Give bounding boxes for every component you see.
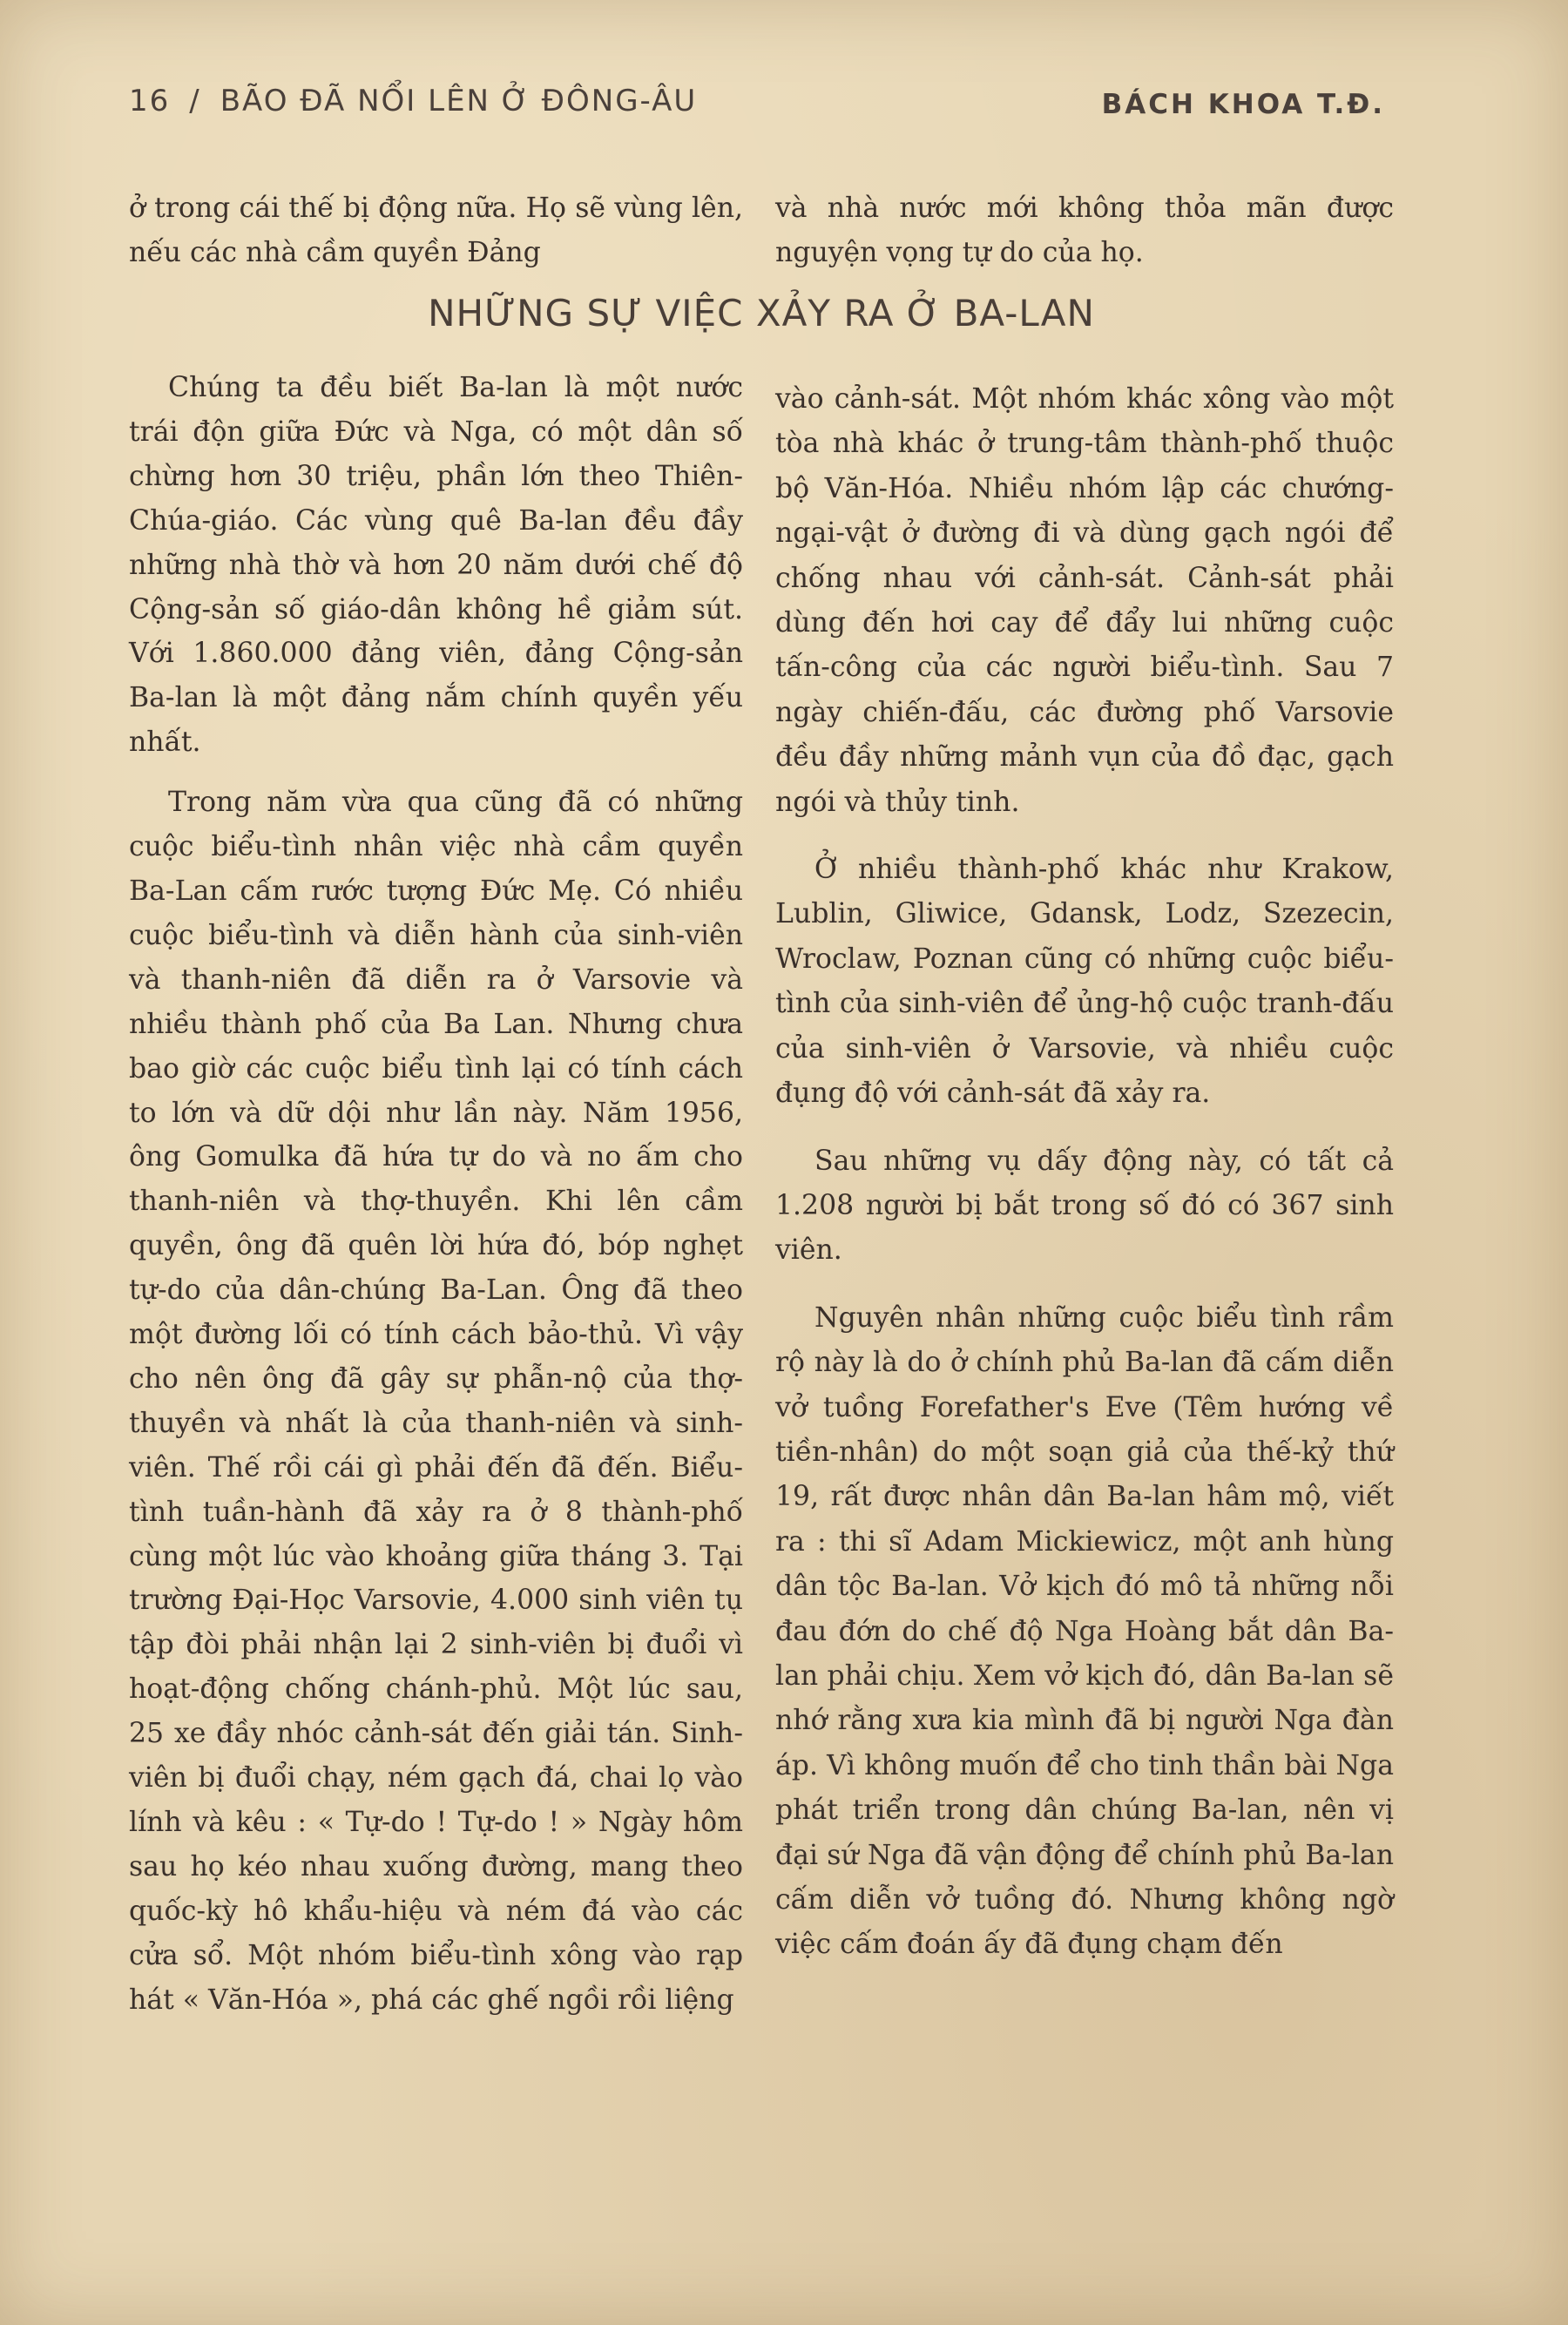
paragraph: Nguyên nhân những cuộc biểu tình rầm rộ này là do ở chính phủ Ba-lan đã cấm diễn vở tuồng Forefather's Eve (Têm hướng về tiền-nhân) do một soạn giả của thế-kỷ thứ 19, rất được nhân dân Ba-lan hâm mộ, viết ra : thi sĩ Adam Mickiewicz, một anh hùng dân tộc Ba-lan. Vở kịch đó mô tả những nỗi đau đớn do chế độ Nga Hoàng bắt dân Ba-lan phải chịu. Xem vở kịch đó, dân Ba-lan sẽ nhớ rằng xưa kia mình đã bị người Nga đàn áp. Vì không muốn để cho tinh thần bài Nga phát triển trong dân chúng Ba-lan, nên vị đại sứ Nga đã vận động để chính phủ Ba-lan cấm diễn vở tuồng đó. Nhưng không ngờ việc cấm đoán ấy đã đụng chạm đến: [775, 1301, 1394, 1961]
publication-name: BÁCH KHOA T.Đ.: [1101, 89, 1385, 120]
paragraph: Trong năm vừa qua cũng đã có những cuộc biểu-tình nhân việc nhà cầm quyền Ba-Lan cấm rước tượng Đức Mẹ. Có nhiều cuộc biểu-tình và diễn hành của sinh-viên và thanh-niên đã diễn ra ở Varsovie và nhiều thành phố của Ba Lan. Nhưng chưa bao giờ các cuộc biểu tình lại có tính cách to lớn và dữ dội như lần này. Năm 1956, ông Gomulka đã hứa tự do và no ấm cho thanh-niên và thợ-thuyền. Khi lên cầm quyền, ông đã quên lời hứa đó, bóp nghẹt tự-do của dân-chúng Ba-Lan. Ông đã theo một đường lối có tính cách bảo-thủ. Vì vậy cho nên ông đã gây sự phẫn-nộ của thợ-thuyền và nhất là của thanh-niên và sinh-viên. Thế rồi cái gì phải đến đã đến. Biểu-tình tuần-hành đã xảy ra ở 8 thành-phố cùng một lúc vào khoảng giữa tháng 3. Tại trường Đại-Học Varsovie, 4.000 sinh viên tụ tập đòi phải nhận lại 2 sinh-viên bị đuổi vì hoạt-động chống chánh-phủ. Một lúc sau, 25 xe đầy nhóc cảnh-sát đến giải tán. Sinh-viên bị đuổi chạy, ném gạch đá, chai lọ vào lính và kêu : « Tự-do ! Tự-do ! » Ngày hôm sau họ kéo nhau xuống đường, mang theo quốc-kỳ hô khẩu-hiệu và ném đá vào các cửa sổ. Một nhóm biểu-tình xông vào rạp hát « Văn-Hóa », phá các ghế ngồi rồi liệng: [129, 787, 743, 2016]
paragraph: Chúng ta đều biết Ba-lan là một nước trái độn giữa Đức và Nga, có một dân số chừng hơn 30 triệu, phần lớn theo Thiên-Chúa-giáo. Các vùng quê Ba-lan đều đầy những nhà thờ và hơn 20 năm dưới chế độ Cộng-sản số giáo-dân không hề giảm sút. Với 1.860.000 đảng viên, đảng Cộng-sản Ba-lan là một đảng nắm chính quyền yếu nhất.: [129, 372, 743, 759]
running-header: [129, 84, 1385, 136]
article-column-left: [129, 366, 743, 2023]
header-separator: /: [189, 84, 201, 118]
article-title: NHỮNG SỰ VIỆC XẢY RA Ở BA-LAN: [428, 292, 1095, 335]
header-left: [129, 84, 697, 118]
article-column-right: [775, 377, 1394, 1968]
paragraph: Sau những vụ dấy động này, có tất cả 1.208 người bị bắt trong số đó có 367 sinh viên.: [775, 1145, 1394, 1267]
continued-text-left: ở trong cái thế bị động nữa. Họ sẽ vùng lên, nếu các nhà cầm quyền Đảng: [129, 193, 743, 268]
paragraph: Ở nhiều thành-phố khác như Krakow, Lublin, Gliwice, Gdansk, Lodz, Szezecin, Wroclaw, Poznan cũng có những cuộc biểu-tình của sinh-viên để ủng-hộ cuộc tranh-đấu của sinh-viên ở Varsovie, và nhiều cuộc đụng độ với cảnh-sát đã xảy ra.: [775, 854, 1394, 1110]
top-left-continuation: [129, 186, 743, 274]
paragraph: vào cảnh-sát. Một nhóm khác xông vào một tòa nhà khác ở trung-tâm thành-phố thuộc bộ Văn-Hóa. Nhiều nhóm lập các chướng-ngại-vật ở đường đi và dùng gạch ngói để chống nhau với cảnh-sát. Cảnh-sát phải dùng đến hơi cay để đẩy lui những cuộc tấn-công của các người biểu-tình. Sau 7 ngày chiến-đấu, các đường phố Varsovie đều đầy những mảnh vụn của đồ đạc, gạch ngói và thủy tinh.: [775, 383, 1394, 818]
continued-text-right: và nhà nước mới không thỏa mãn được nguyện vọng tự do của họ.: [775, 193, 1394, 268]
page-number: 16: [129, 84, 171, 118]
running-title: BÃO ĐÃ NỔI LÊN Ở ĐÔNG-ÂU: [220, 84, 698, 118]
top-right-continuation: [775, 186, 1394, 274]
